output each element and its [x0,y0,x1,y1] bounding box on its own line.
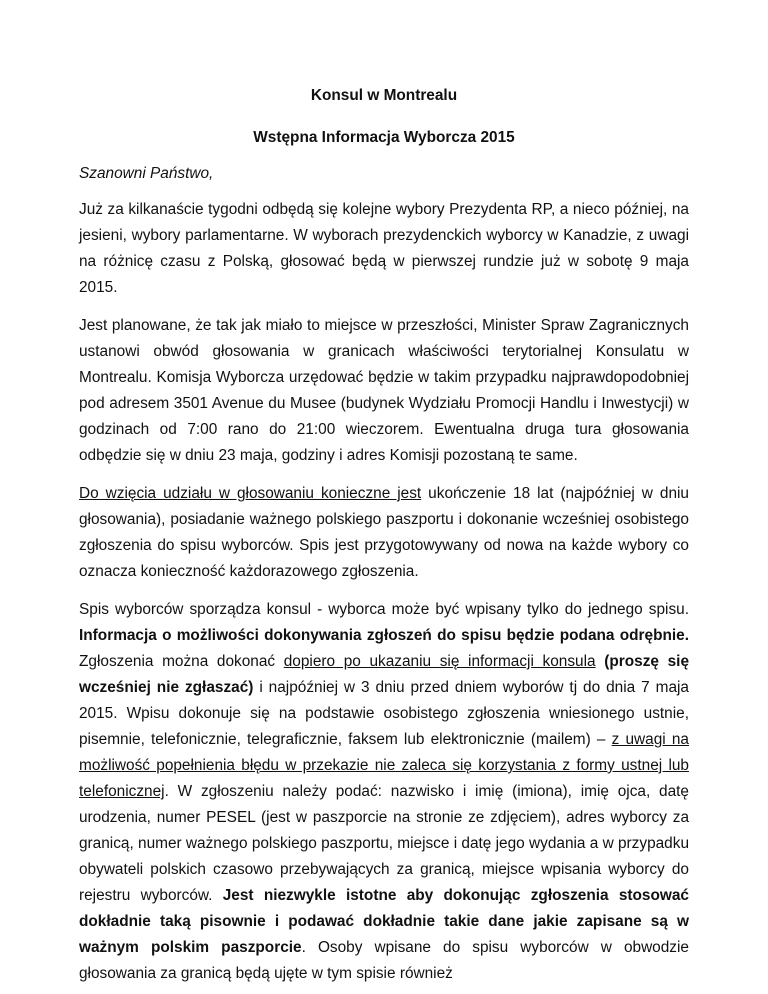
registration-space [596,653,605,670]
registration-after-notice: dopiero po ukazaniu się informacji konsula [283,653,596,670]
registration-notice-bold: Informacja o możliwości dokonywania zgłoszeń do spisu będzie podana odrębnie. [79,627,689,644]
document-title: Konsul w Montrealu [310,87,458,104]
registration-text-1: Spis wyborców sporządza konsul - wyborca może być wpisany tylko do jednego spisu. [79,601,689,618]
registration-passport-data-bold: Jest niezwykle istotne aby dokonując zgłoszenia stosować dokładnie taką pisownie i podawać dokładnie takie dane jakie zapisane są w ważnym polskim paszporcie [79,887,689,956]
requirements-lead: Do wzięcia udziału w głosowaniu konieczne jest [79,485,422,502]
document-subtitle: Wstępna Informacja Wyborcza 2015 [253,129,515,146]
registration-text-5: . Osoby wpisane do spisu wyborców w obwodzie głosowania za granicą będą ujęte w tym spisie również [79,939,689,982]
registration-text-2: Zgłoszenia można dokonać [79,653,284,670]
paragraph-elections-intro: Już za kilkanaście tygodni odbędą się kolejne wybory Prezydenta RP, a nieco później, na jesieni, wybory parlamentarne. W wyborach prezydenckich wyborcy w Kanadzie, z uwagi na różnicę czasu z Polską, głosować będą w pierwszej rundzie już w sobotę 9 maja 2015. [79,201,689,296]
paragraph-voter-registration [79,597,689,987]
paragraph-voting-location: Jest planowane, że tak jak miało to miejsce w przeszłości, Minister Spraw Zagranicznych ustanowi obwód głosowania w granicach właściwości terytorialnej Konsulatu w Montrealu. Komisja Wyborcza urzędować będzie w takim przypadku najprawdopodobniej pod adresem 3501 Avenue du Musee (budynek Wydziału Promocji Handlu i Inwestycji) w godzinach od 7:00 rano do 21:00 wieczorem. Ewentualna druga tura głosowania odbędzie się w dniu 23 maja, godziny i adres Komisji pozostaną te same. [79,317,689,464]
registration-text-3: i najpóźniej w 3 dniu przed dniem wyborów tj do dnia 7 maja 2015. Wpisu dokonuje się na podstawie osobistego zgłoszenia wniesionego ustnie, pisemnie, telefonicznie, telegraficznie, faksem lub elektronicznie (mailem) – [79,679,689,748]
requirements-text: ukończenie 18 lat (najpóźniej w dniu głosowania), posiadanie ważnego polskiego paszportu i dokonanie wcześniej osobistego zgłoszenia do spisu wyborców. Spis jest przygotowywany od nowa na każde wybory co oznacza konieczność każdorazowego zgłoszenia. [79,485,689,580]
registration-dont-apply-early: (proszę się wcześniej nie zgłaszać) [79,653,690,696]
paragraph-requirements [79,481,689,585]
registration-text-4: . W zgłoszeniu należy podać: nazwisko i imię (imiona), imię ojca, datę urodzenia, numer PESEL (jest w paszporcie na stronie ze zdjęciem), adres wyborcy za granicą, numer ważnego polskiego paszportu, miejsce i datę jego wydania a w przypadku obywateli polskich czasowo przebywających za granicą, miejsce wpisania wyborcy do rejestru wyborców. [79,783,689,904]
greeting: Szanowni Państwo, [79,165,214,182]
registration-warning: z uwagi na możliwość popełnienia błędu w przekazie nie zaleca się korzystania z formy ustnej lub telefonicznej [79,731,689,800]
